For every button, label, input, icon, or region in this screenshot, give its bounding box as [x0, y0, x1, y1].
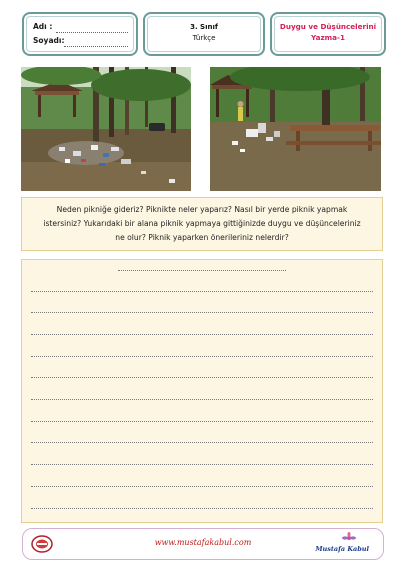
footer-bar — [22, 528, 384, 560]
topic-title-line2: Yazma-1 — [311, 33, 345, 42]
surname-field[interactable] — [64, 46, 128, 47]
title-line[interactable] — [118, 270, 286, 271]
littered-picnic-table-photo — [210, 67, 381, 191]
topic-box — [270, 12, 386, 56]
grade-subject-box — [143, 12, 265, 56]
subject-label: Türkçe — [192, 34, 216, 42]
writing-line[interactable] — [31, 334, 373, 335]
writing-line[interactable] — [31, 291, 373, 292]
writing-line[interactable] — [31, 356, 373, 357]
question-box — [21, 197, 383, 251]
surname-label: Soyadı: — [33, 36, 65, 45]
name-label: Adı : — [33, 22, 53, 31]
student-info-box — [22, 12, 138, 56]
flower-logo-icon — [341, 532, 357, 544]
grade-label: 3. Sınıf — [190, 23, 218, 31]
question-line-1: Neden pikniğe gideriz? Piknikte neler yaparız? Nasıl bir yerde piknik yapmak — [56, 205, 348, 214]
website-link[interactable]: www.mustafakabul.com — [154, 538, 252, 547]
writing-area[interactable] — [21, 259, 383, 523]
writing-line[interactable] — [31, 508, 373, 509]
writing-line[interactable] — [31, 312, 373, 313]
writing-line[interactable] — [31, 421, 373, 422]
question-line-2: istersiniz? Yukarıdaki bir alana piknik yapmaya gittiğinizde duygu ve düşünceleriniz — [43, 218, 361, 228]
writing-line[interactable] — [31, 442, 373, 443]
littered-forest-photo — [21, 67, 191, 191]
topic-title-line1: Duygu ve Düşüncelerini — [279, 22, 377, 31]
question-line-3: ne olur? Piknik yaparken önerileriniz nelerdir? — [115, 232, 289, 242]
writing-line[interactable] — [31, 377, 373, 378]
name-field[interactable] — [56, 32, 128, 33]
writing-line[interactable] — [31, 399, 373, 400]
littered-picnic-table-image — [210, 67, 381, 191]
question-text — [28, 203, 376, 244]
writing-line[interactable] — [31, 486, 373, 487]
author-signature: Mustafa Kabul — [315, 545, 369, 553]
writing-line[interactable] — [31, 464, 373, 465]
littered-forest-image — [21, 67, 191, 191]
